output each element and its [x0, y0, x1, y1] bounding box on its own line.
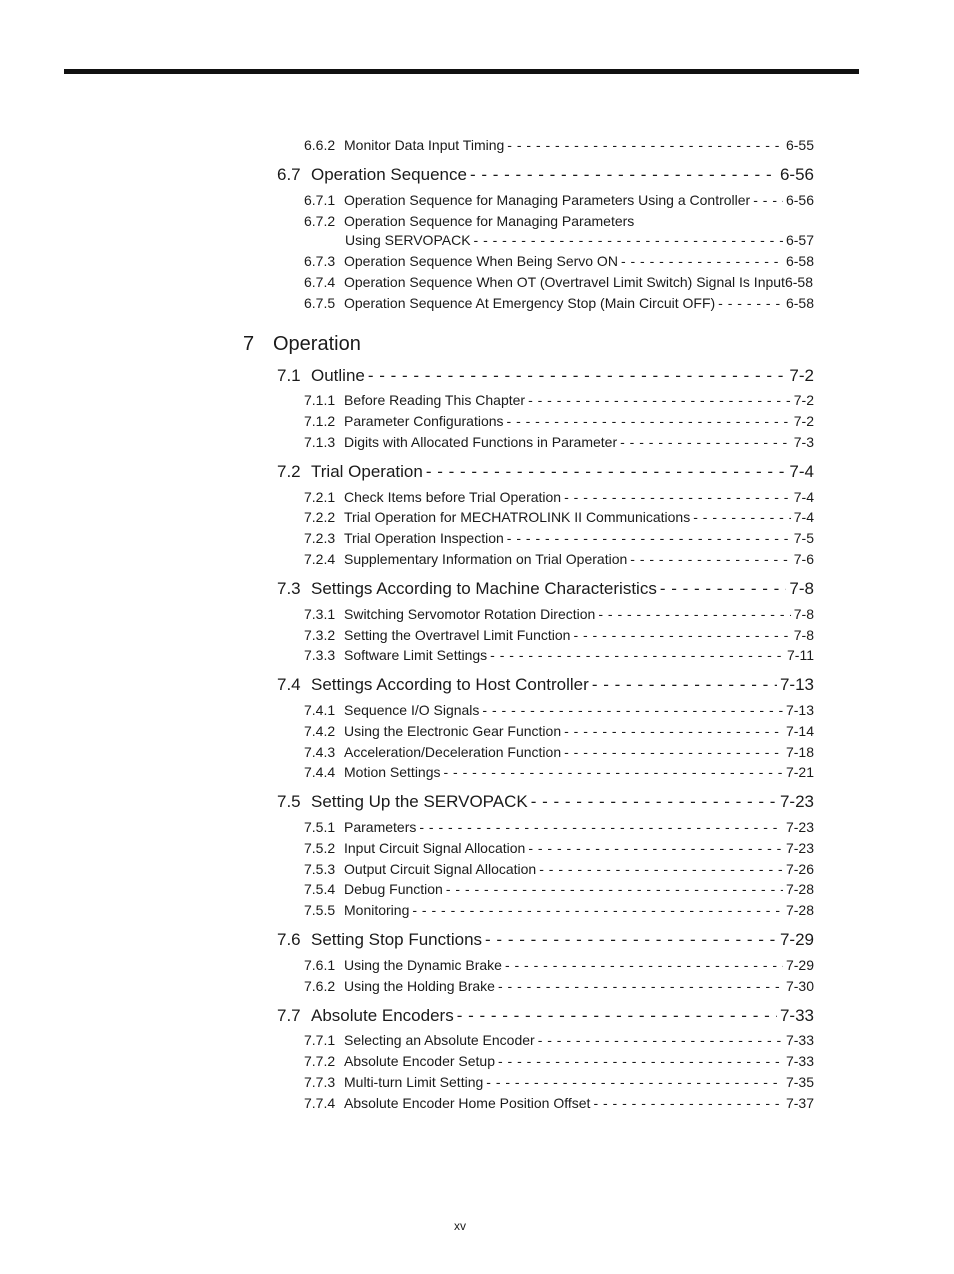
toc-title: Using the Electronic Gear Function — [344, 723, 562, 739]
toc-title: Parameter Configurations — [344, 413, 504, 429]
toc-number: 7.5 — [277, 792, 301, 811]
toc-subsection — [304, 978, 814, 994]
toc-page: 7-33 — [785, 1032, 814, 1048]
toc-title: Trial Operation — [311, 462, 423, 481]
toc-leader — [539, 861, 783, 877]
toc-subsection — [304, 392, 814, 408]
toc-page: 7-2 — [793, 413, 814, 429]
toc-leader — [507, 530, 791, 546]
toc-leader — [592, 675, 777, 695]
toc-title: Debug Function — [344, 881, 443, 897]
toc-section — [277, 366, 814, 386]
toc-title: Outline — [311, 366, 365, 385]
toc-number: 6.6.2 — [304, 137, 336, 153]
toc-leader — [498, 978, 783, 994]
toc-subsection — [304, 702, 814, 718]
toc-leader — [485, 930, 777, 950]
toc-title: Operation — [273, 333, 361, 355]
toc-subsection — [304, 1074, 814, 1090]
toc-number: 6.7 — [277, 165, 301, 184]
toc-subsection — [304, 413, 814, 429]
toc-number: 7.5.2 — [304, 840, 336, 856]
toc-number: 7.1.3 — [304, 434, 336, 450]
toc-page: 6-55 — [785, 137, 814, 153]
toc-number: 7.4.3 — [304, 744, 336, 760]
toc-subsection — [304, 861, 814, 877]
toc-page: 7-11 — [787, 647, 814, 663]
toc-number: 7.3.2 — [304, 627, 336, 643]
toc-number: 7.4.1 — [304, 702, 336, 718]
toc-subsection — [304, 253, 814, 269]
toc-number: 7.7.4 — [304, 1095, 336, 1111]
toc-title: Motion Settings — [344, 764, 441, 780]
toc-page: 7-4 — [793, 509, 814, 525]
toc-number: 7.6.2 — [304, 978, 336, 994]
toc-subsection — [304, 509, 814, 525]
toc-title: Software Limit Settings — [344, 647, 488, 663]
toc-leader — [531, 792, 777, 812]
toc-chapter — [243, 333, 361, 356]
toc-subsection — [304, 840, 814, 856]
toc-page: 7-13 — [779, 675, 814, 694]
toc-subsection — [304, 1032, 814, 1048]
toc-leader — [593, 1095, 783, 1111]
toc-number: 7.2.4 — [304, 551, 336, 567]
toc-page: 7-29 — [785, 957, 814, 973]
toc-leader — [419, 819, 783, 835]
toc-subsection — [304, 489, 814, 505]
toc-subsection — [304, 647, 814, 663]
toc-subsection — [304, 295, 814, 311]
toc-leader — [564, 744, 783, 760]
page-number: xv — [454, 1219, 466, 1233]
toc-leader — [693, 509, 791, 525]
toc-leader — [470, 165, 777, 185]
toc-leader — [630, 551, 791, 567]
toc-page: 7-8 — [793, 606, 814, 622]
toc-page: 6-56 — [779, 165, 814, 184]
toc-leader — [486, 1074, 783, 1090]
toc-title: Settings According to Machine Characteristics — [311, 579, 657, 598]
toc-number: 6.7.1 — [304, 192, 336, 208]
toc-number: 7.5.5 — [304, 902, 336, 918]
toc-title: Using the Dynamic Brake — [344, 957, 502, 973]
toc-title: Operation Sequence When Being Servo ON — [344, 253, 618, 269]
toc-subsection — [304, 902, 814, 918]
toc-title: Monitor Data Input Timing — [344, 137, 505, 153]
toc-page: 7-6 — [793, 551, 814, 567]
toc-subsection — [304, 957, 814, 973]
toc-number: 7.6 — [277, 930, 301, 949]
toc-title: Digits with Allocated Functions in Parameter — [344, 434, 618, 450]
toc-subsection — [304, 606, 814, 622]
toc-subsection — [304, 881, 814, 897]
toc-leader — [598, 606, 790, 622]
toc-number: 7.1 — [277, 366, 301, 385]
toc-section — [277, 462, 814, 482]
toc-title: Sequence I/O Signals — [344, 702, 480, 718]
toc-subsection — [304, 819, 814, 835]
toc-leader — [718, 295, 783, 311]
toc-page: 7-5 — [793, 530, 814, 546]
toc-title: Parameters — [344, 819, 417, 835]
toc-number: 7.7.1 — [304, 1032, 336, 1048]
toc-page: 6-56 — [785, 192, 814, 208]
toc-number: 7.2 — [277, 462, 301, 481]
toc-title: Supplementary Information on Trial Operation — [344, 551, 628, 567]
toc-subsection — [304, 551, 814, 567]
toc-title: Operation Sequence for Managing Parameters Using a Controller — [344, 192, 751, 208]
toc-page: 7-18 — [785, 744, 814, 760]
toc-title: Multi-turn Limit Setting — [344, 1074, 484, 1090]
toc-leader — [444, 764, 783, 780]
toc-leader — [621, 253, 783, 269]
toc-page: 6-58 — [784, 274, 813, 290]
toc-subsection — [304, 434, 814, 450]
toc-number: 6.7.2 — [304, 213, 336, 229]
toc-subsection — [304, 764, 814, 780]
toc-title: Setting Stop Functions — [311, 930, 483, 949]
toc-title: Trial Operation Inspection — [344, 530, 504, 546]
toc-leader — [490, 647, 784, 663]
toc-number: 7.1.1 — [304, 392, 336, 408]
toc-number: 7.4 — [277, 675, 301, 694]
toc-number: 7.5.4 — [304, 881, 336, 897]
toc-page: 6-58 — [785, 253, 814, 269]
toc-leader — [564, 489, 791, 505]
toc-title: Switching Servomotor Rotation Direction — [344, 606, 596, 622]
toc-title: Selecting an Absolute Encoder — [344, 1032, 535, 1048]
toc-section — [277, 165, 814, 185]
toc-leader — [446, 881, 783, 897]
toc-section — [277, 1006, 814, 1026]
toc-leader — [528, 840, 783, 856]
toc-page: 7-14 — [785, 723, 814, 739]
toc-leader — [753, 192, 783, 208]
toc-subsection — [304, 723, 814, 739]
toc-subsection — [304, 627, 814, 643]
toc-title: Absolute Encoder Setup — [344, 1053, 495, 1069]
toc-leader — [564, 723, 783, 739]
toc-leader — [474, 232, 783, 248]
toc-subsection — [304, 1053, 814, 1069]
toc-page: 7-13 — [785, 702, 814, 718]
toc-title: Setting the Overtravel Limit Function — [344, 627, 571, 643]
toc-title: Input Circuit Signal Allocation — [344, 840, 526, 856]
toc-title: Settings According to Host Controller — [311, 675, 589, 694]
toc-leader — [368, 366, 787, 386]
toc-number: 7.4.4 — [304, 764, 336, 780]
toc-number: 7.4.2 — [304, 723, 336, 739]
toc-title: Trial Operation for MECHATROLINK II Communications — [344, 509, 691, 525]
toc-title: Absolute Encoder Home Position Offset — [344, 1095, 591, 1111]
toc-number: 7.6.1 — [304, 957, 336, 973]
toc-leader — [660, 579, 787, 599]
toc-title: Output Circuit Signal Allocation — [344, 861, 537, 877]
toc-page: 7-37 — [785, 1095, 814, 1111]
toc-page: 7-2 — [793, 392, 814, 408]
toc-leader — [457, 1006, 777, 1026]
toc-subsection — [304, 744, 814, 760]
toc-leader — [482, 702, 783, 718]
toc-subsection — [304, 274, 834, 290]
toc-subsection — [304, 530, 814, 546]
toc-number: 7.7.2 — [304, 1053, 336, 1069]
toc-number: 7.2.3 — [304, 530, 336, 546]
toc-number: 7.7.3 — [304, 1074, 336, 1090]
toc-number: 6.7.5 — [304, 295, 336, 311]
toc-page: 7-23 — [785, 840, 814, 856]
toc-section — [277, 675, 814, 695]
toc-leader — [528, 392, 791, 408]
toc-subsection-continued — [345, 232, 814, 248]
toc-subsection — [304, 1095, 814, 1111]
toc-page: 7-33 — [785, 1053, 814, 1069]
toc-number: 6.7.4 — [304, 274, 336, 290]
toc-page: 7-23 — [785, 819, 814, 835]
toc-title: Operation Sequence At Emergency Stop (Main Circuit OFF) — [344, 295, 716, 311]
toc-leader — [498, 1053, 783, 1069]
toc-leader — [426, 462, 787, 482]
toc-number: 7.5.3 — [304, 861, 336, 877]
toc-leader — [412, 902, 783, 918]
toc-number: 7.3 — [277, 579, 301, 598]
toc-number: 7.3.1 — [304, 606, 336, 622]
toc-subsection — [304, 192, 814, 208]
toc-page: 7-26 — [785, 861, 814, 877]
toc-number: 7.2.2 — [304, 509, 336, 525]
toc-leader — [573, 627, 790, 643]
toc-page: 7-29 — [779, 930, 814, 949]
toc-leader — [505, 957, 783, 973]
toc-page: 7-28 — [785, 881, 814, 897]
toc-title: Check Items before Trial Operation — [344, 489, 562, 505]
toc-leader — [507, 137, 783, 153]
toc-number: 7.2.1 — [304, 489, 336, 505]
toc-number: 6.7.3 — [304, 253, 336, 269]
toc-title: Monitoring — [344, 902, 410, 918]
toc-page: 7-35 — [785, 1074, 814, 1090]
toc-section — [277, 579, 814, 599]
toc-page: 7-23 — [779, 792, 814, 811]
toc-page: 6-57 — [785, 232, 814, 248]
toc-title: Using SERVOPACK — [345, 232, 471, 248]
toc-page: 7-8 — [793, 627, 814, 643]
toc-number: 7.5.1 — [304, 819, 336, 835]
toc-section — [277, 792, 814, 812]
toc-subsection — [304, 137, 814, 153]
toc-page: 7-3 — [793, 434, 814, 450]
toc-title: Absolute Encoders — [311, 1006, 454, 1025]
toc-title: Using the Holding Brake — [344, 978, 495, 994]
toc-leader — [538, 1032, 783, 1048]
toc-leader — [620, 434, 791, 450]
toc-leader — [507, 413, 791, 429]
toc-page: 7-30 — [785, 978, 814, 994]
toc-title: Setting Up the SERVOPACK — [311, 792, 528, 811]
toc-page: 7-21 — [785, 764, 814, 780]
toc-number: 7.3.3 — [304, 647, 336, 663]
toc-number: 7 — [243, 333, 255, 355]
toc-title: Operation Sequence When OT (Overtravel Limit Switch) Signal Is Input — [344, 274, 785, 290]
toc-title: Operation Sequence — [311, 165, 467, 184]
toc-page: 7-33 — [779, 1006, 814, 1025]
toc-page: 7-8 — [789, 579, 814, 598]
toc-section — [277, 930, 814, 950]
toc-number: 7.1.2 — [304, 413, 336, 429]
toc-title: Before Reading This Chapter — [344, 392, 526, 408]
toc-title: Acceleration/Deceleration Function — [344, 744, 562, 760]
toc-number: 7.7 — [277, 1006, 301, 1025]
toc-page: 7-28 — [785, 902, 814, 918]
toc-title: Operation Sequence for Managing Parameters — [344, 213, 635, 229]
toc-page: 7-2 — [789, 366, 814, 385]
toc-page: 6-58 — [785, 295, 814, 311]
toc-page: 7-4 — [789, 462, 814, 481]
toc-subsection — [304, 213, 814, 229]
toc-page: 7-4 — [793, 489, 814, 505]
